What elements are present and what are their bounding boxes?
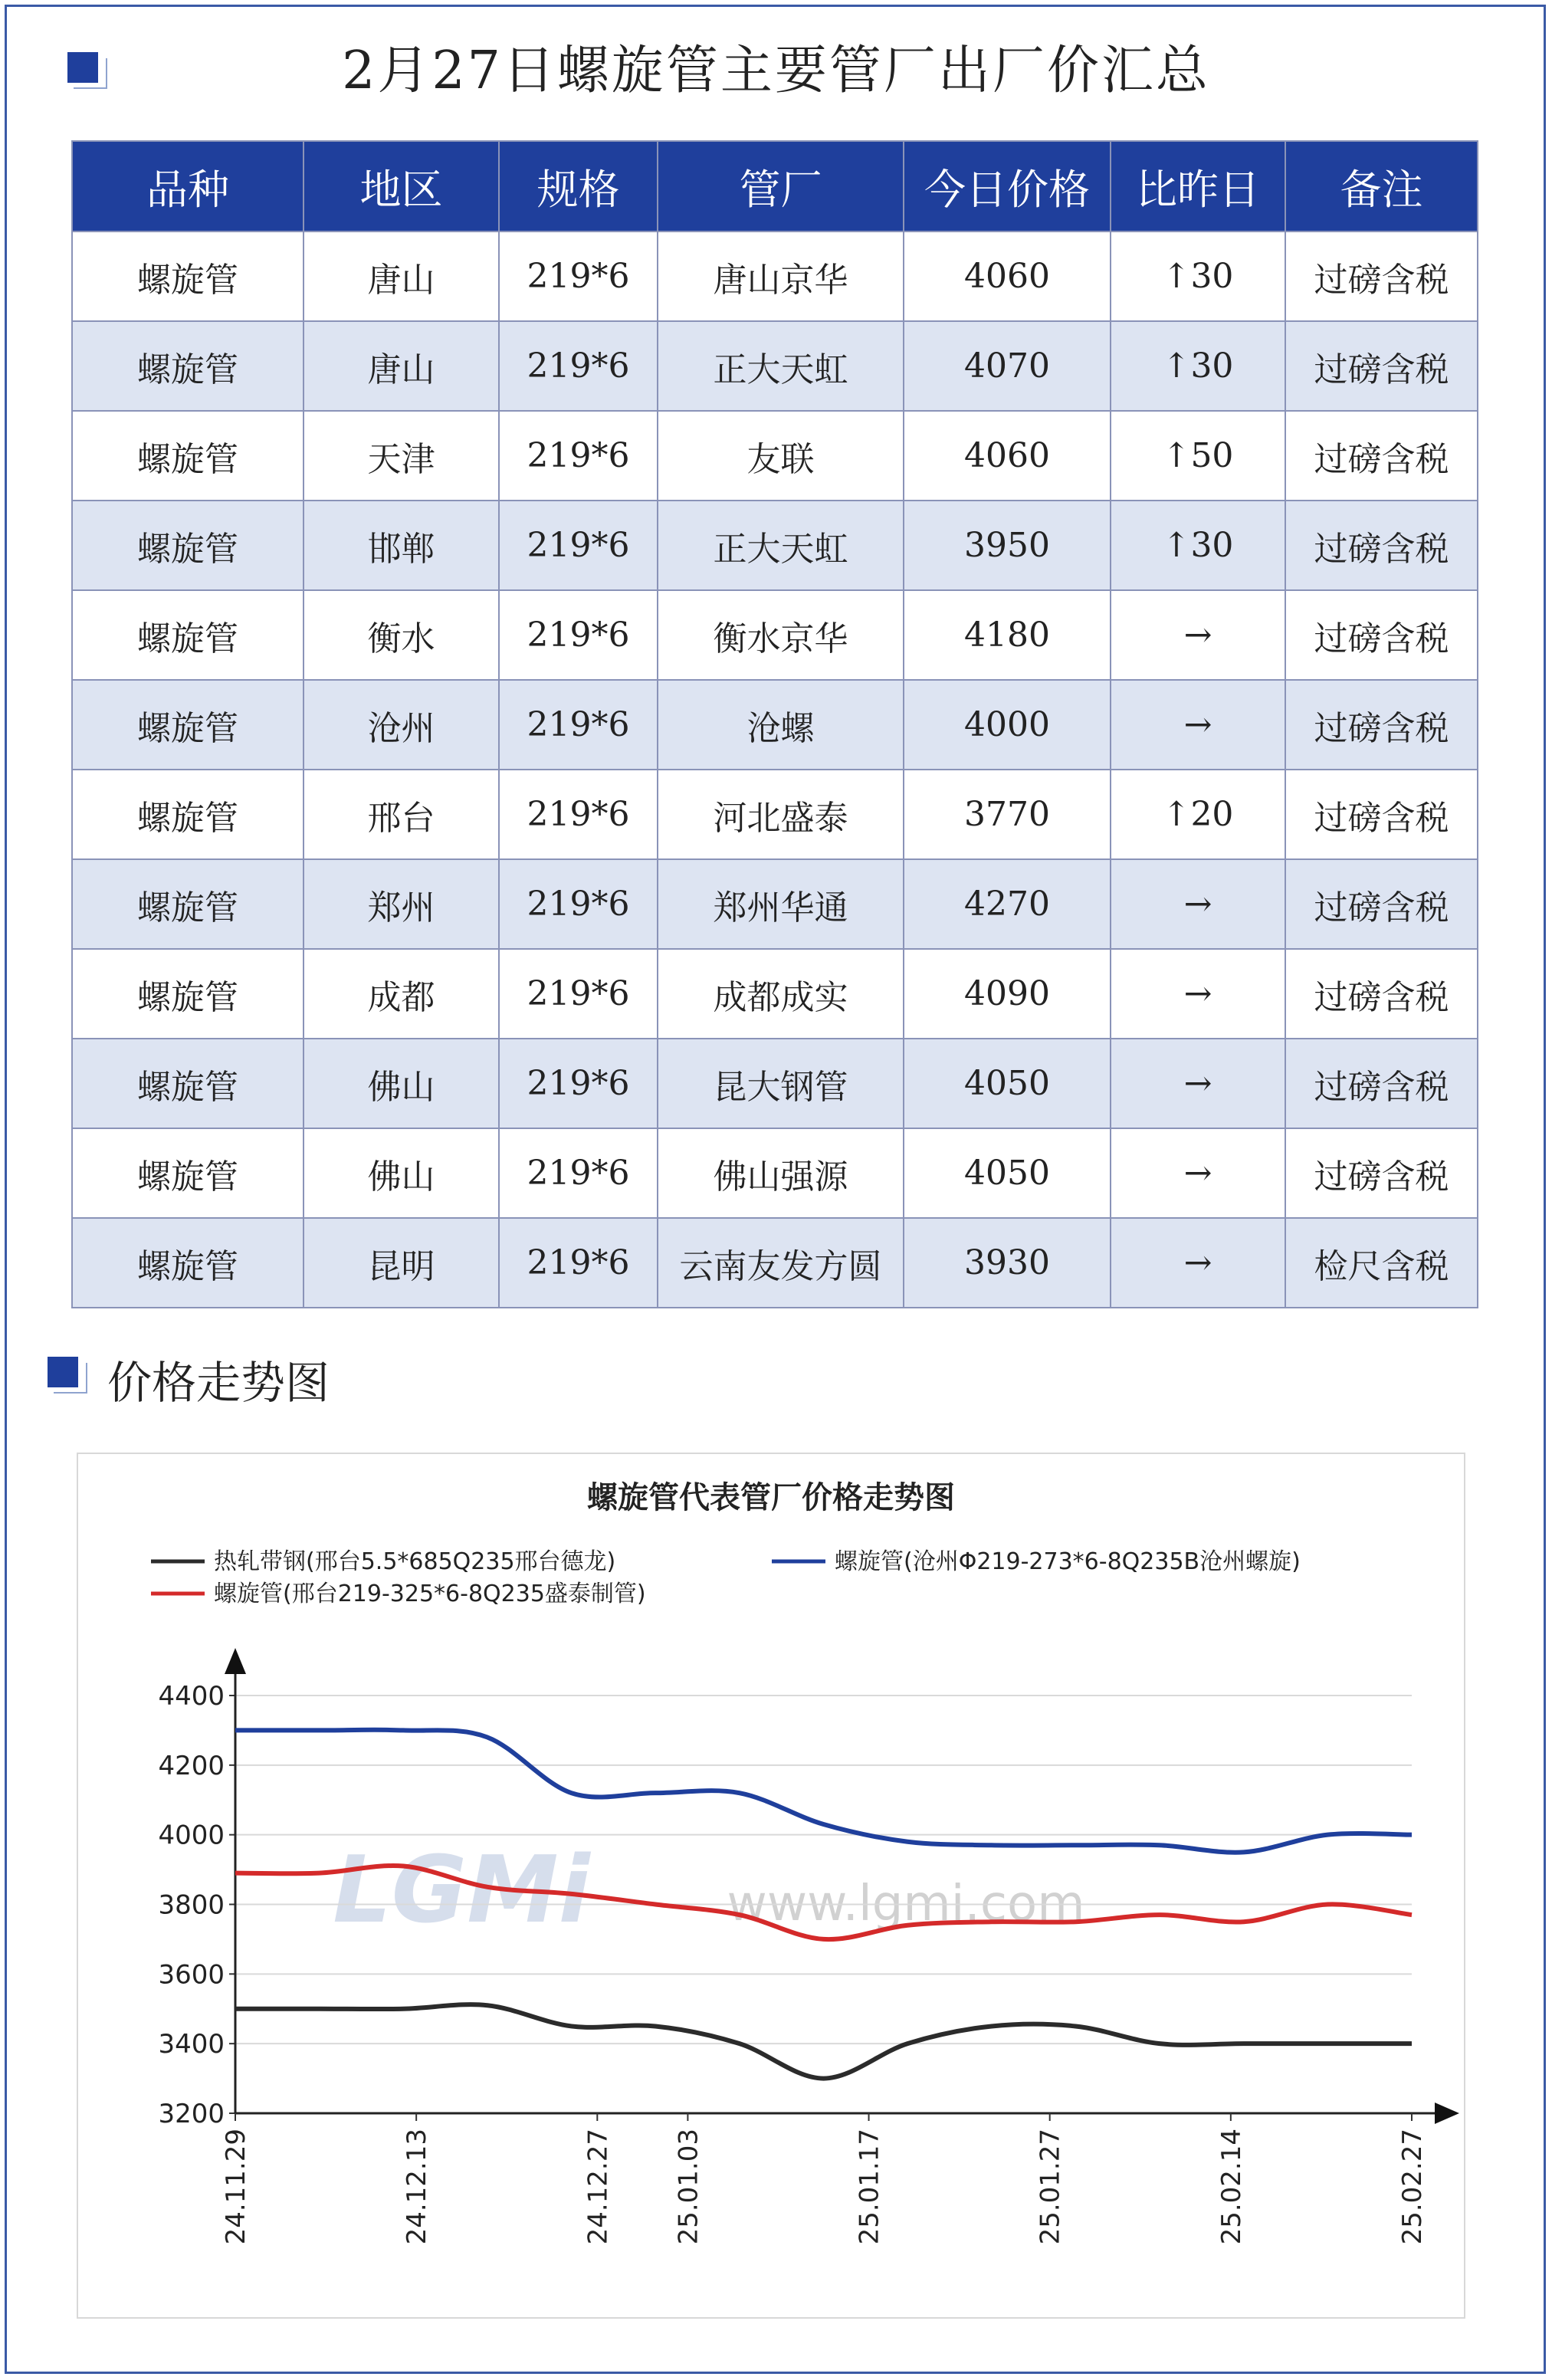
cell-mill: 友联 [658, 411, 904, 501]
price-trend-chart [77, 1453, 1465, 2319]
watermark-logo: LGMi [333, 1837, 590, 1944]
right-arrow-icon: → [1183, 1154, 1212, 1193]
column-header: 规格 [499, 141, 658, 231]
cell-change [1111, 680, 1285, 770]
cell-note: 过磅含税 [1285, 501, 1478, 590]
table-row [72, 321, 1478, 411]
y-tick-label: 3800 [158, 1889, 225, 1921]
right-arrow-icon: → [1183, 974, 1212, 1013]
table-row [72, 231, 1478, 321]
cell-mill: 唐山京华 [658, 231, 904, 321]
cell-note: 过磅含税 [1285, 680, 1478, 770]
cell-change [1111, 1218, 1285, 1308]
cell-spec: 219*6 [499, 859, 658, 949]
price-summary-table [71, 140, 1478, 1308]
cell-region: 天津 [304, 411, 499, 501]
cell-note: 过磅含税 [1285, 770, 1478, 859]
legend-label: 热轧带钢(邢台5.5*685Q235邢台德龙) [214, 1548, 616, 1575]
right-arrow-icon: → [1183, 705, 1212, 744]
y-tick-label: 3600 [158, 1959, 225, 1991]
cell-price: 4060 [904, 411, 1111, 501]
y-tick-label: 4200 [158, 1750, 225, 1781]
cell-price: 3950 [904, 501, 1111, 590]
series-line-0 [235, 2004, 1412, 2078]
cell-note: 过磅含税 [1285, 590, 1478, 680]
x-tick-label: 25.01.17 [854, 2129, 885, 2245]
column-header: 地区 [304, 141, 499, 231]
table-header-row [72, 141, 1478, 231]
cell-region: 昆明 [304, 1218, 499, 1308]
cell-spec: 219*6 [499, 590, 658, 680]
x-tick-label: 24.11.29 [221, 2129, 251, 2245]
y-tick-label: 4000 [158, 1820, 225, 1851]
cell-change [1111, 770, 1285, 859]
cell-spec: 219*6 [499, 770, 658, 859]
cell-mill: 昆大钢管 [658, 1039, 904, 1128]
cell-price: 4050 [904, 1128, 1111, 1218]
cell-mill: 云南友发方圆 [658, 1218, 904, 1308]
cell-region: 佛山 [304, 1128, 499, 1218]
cell-mill: 河北盛泰 [658, 770, 904, 859]
cell-change [1111, 1039, 1285, 1128]
cell-note: 过磅含税 [1285, 949, 1478, 1039]
table-row [72, 770, 1478, 859]
cell-change [1111, 231, 1285, 321]
cell-variety: 螺旋管 [72, 321, 304, 411]
cell-note: 过磅含税 [1285, 231, 1478, 321]
legend-label: 螺旋管(邢台219-325*6-8Q235盛泰制管) [214, 1581, 646, 1607]
cell-mill: 正大天虹 [658, 321, 904, 411]
cell-price: 4060 [904, 231, 1111, 321]
chart-canvas [78, 1454, 1464, 2317]
up-arrow-icon: ↑ [1162, 436, 1191, 475]
cell-price: 4000 [904, 680, 1111, 770]
cell-price: 4270 [904, 859, 1111, 949]
cell-spec: 219*6 [499, 411, 658, 501]
change-value: 50 [1190, 436, 1234, 475]
cell-mill: 郑州华通 [658, 859, 904, 949]
right-arrow-icon: → [1183, 1064, 1212, 1103]
cell-variety: 螺旋管 [72, 680, 304, 770]
cell-variety: 螺旋管 [72, 770, 304, 859]
up-arrow-icon: ↑ [1162, 795, 1191, 834]
cell-change [1111, 1128, 1285, 1218]
cell-mill: 成都成实 [658, 949, 904, 1039]
cell-mill: 佛山强源 [658, 1128, 904, 1218]
table-row [72, 949, 1478, 1039]
up-arrow-icon: ↑ [1162, 526, 1191, 565]
change-value: 30 [1190, 526, 1234, 565]
cell-region: 唐山 [304, 321, 499, 411]
section-title: 价格走势图 [107, 1357, 330, 1409]
cell-change [1111, 321, 1285, 411]
cell-variety: 螺旋管 [72, 231, 304, 321]
column-header: 今日价格 [904, 141, 1111, 231]
table-row [72, 590, 1478, 680]
change-value: 30 [1190, 257, 1234, 296]
cell-spec: 219*6 [499, 949, 658, 1039]
up-arrow-icon: ↑ [1162, 257, 1191, 296]
cell-variety: 螺旋管 [72, 949, 304, 1039]
table-row [72, 859, 1478, 949]
cell-note: 过磅含税 [1285, 859, 1478, 949]
cell-mill: 沧螺 [658, 680, 904, 770]
cell-region: 邯郸 [304, 501, 499, 590]
cell-spec: 219*6 [499, 1039, 658, 1128]
cell-variety: 螺旋管 [72, 1039, 304, 1128]
table-row [72, 680, 1478, 770]
cell-region: 佛山 [304, 1039, 499, 1128]
cell-price: 4180 [904, 590, 1111, 680]
cell-price: 4090 [904, 949, 1111, 1039]
cell-variety: 螺旋管 [72, 590, 304, 680]
right-arrow-icon: → [1183, 1243, 1212, 1282]
cell-change [1111, 859, 1285, 949]
cell-region: 郑州 [304, 859, 499, 949]
x-tick-label: 25.01.27 [1035, 2129, 1066, 2245]
right-arrow-icon: → [1183, 616, 1212, 655]
column-header: 比昨日 [1111, 141, 1285, 231]
legend-label: 螺旋管(沧州Φ219-273*6-8Q235B沧州螺旋) [835, 1548, 1301, 1575]
y-tick-label: 3200 [158, 2099, 225, 2129]
cell-region: 沧州 [304, 680, 499, 770]
right-arrow-icon: → [1183, 885, 1212, 924]
cell-variety: 螺旋管 [72, 411, 304, 501]
cell-note: 过磅含税 [1285, 1039, 1478, 1128]
cell-note: 过磅含税 [1285, 321, 1478, 411]
change-value: 20 [1190, 795, 1234, 834]
table-row [72, 411, 1478, 501]
x-tick-label: 25.02.14 [1216, 2129, 1247, 2245]
x-tick-label: 24.12.13 [402, 2129, 433, 2245]
cell-variety: 螺旋管 [72, 501, 304, 590]
cell-price: 3930 [904, 1218, 1111, 1308]
y-axis-arrow-icon [225, 1648, 246, 1674]
y-tick-label: 4400 [158, 1681, 225, 1712]
cell-region: 衡水 [304, 590, 499, 680]
cell-spec: 219*6 [499, 680, 658, 770]
watermark-url: www.lgmi.com [727, 1876, 1085, 1932]
cell-change [1111, 949, 1285, 1039]
y-tick-label: 3400 [158, 2029, 225, 2060]
cell-change [1111, 411, 1285, 501]
cell-price: 3770 [904, 770, 1111, 859]
cell-spec: 219*6 [499, 231, 658, 321]
chart-title: 螺旋管代表管厂价格走势图 [587, 1480, 955, 1515]
cell-mill: 正大天虹 [658, 501, 904, 590]
x-axis-arrow-icon [1435, 2103, 1459, 2124]
cell-note: 过磅含税 [1285, 411, 1478, 501]
x-tick-label: 25.02.27 [1397, 2129, 1428, 2245]
page-title: 2月27日螺旋管主要管厂出厂价汇总 [342, 41, 1210, 101]
table-row [72, 501, 1478, 590]
cell-price: 4070 [904, 321, 1111, 411]
table-row [72, 1218, 1478, 1308]
table-body [72, 231, 1478, 1308]
x-tick-label: 25.01.03 [673, 2129, 704, 2245]
cell-region: 邢台 [304, 770, 499, 859]
cell-price: 4050 [904, 1039, 1111, 1128]
cell-variety: 螺旋管 [72, 859, 304, 949]
section-square-icon [48, 1357, 86, 1395]
table-row [72, 1039, 1478, 1128]
x-tick-label: 24.12.27 [582, 2129, 614, 2245]
column-header: 备注 [1285, 141, 1478, 231]
table-row [72, 1128, 1478, 1218]
cell-variety: 螺旋管 [72, 1218, 304, 1308]
cell-region: 唐山 [304, 231, 499, 321]
change-value: 30 [1190, 346, 1234, 386]
cell-region: 成都 [304, 949, 499, 1039]
cell-change [1111, 590, 1285, 680]
column-header: 品种 [72, 141, 304, 231]
column-header: 管厂 [658, 141, 904, 231]
cell-spec: 219*6 [499, 1128, 658, 1218]
cell-variety: 螺旋管 [72, 1128, 304, 1218]
cell-spec: 219*6 [499, 1218, 658, 1308]
up-arrow-icon: ↑ [1162, 346, 1191, 386]
cell-note: 检尺含税 [1285, 1218, 1478, 1308]
cell-spec: 219*6 [499, 321, 658, 411]
cell-mill: 衡水京华 [658, 590, 904, 680]
cell-change [1111, 501, 1285, 590]
cell-spec: 219*6 [499, 501, 658, 590]
cell-note: 过磅含税 [1285, 1128, 1478, 1218]
